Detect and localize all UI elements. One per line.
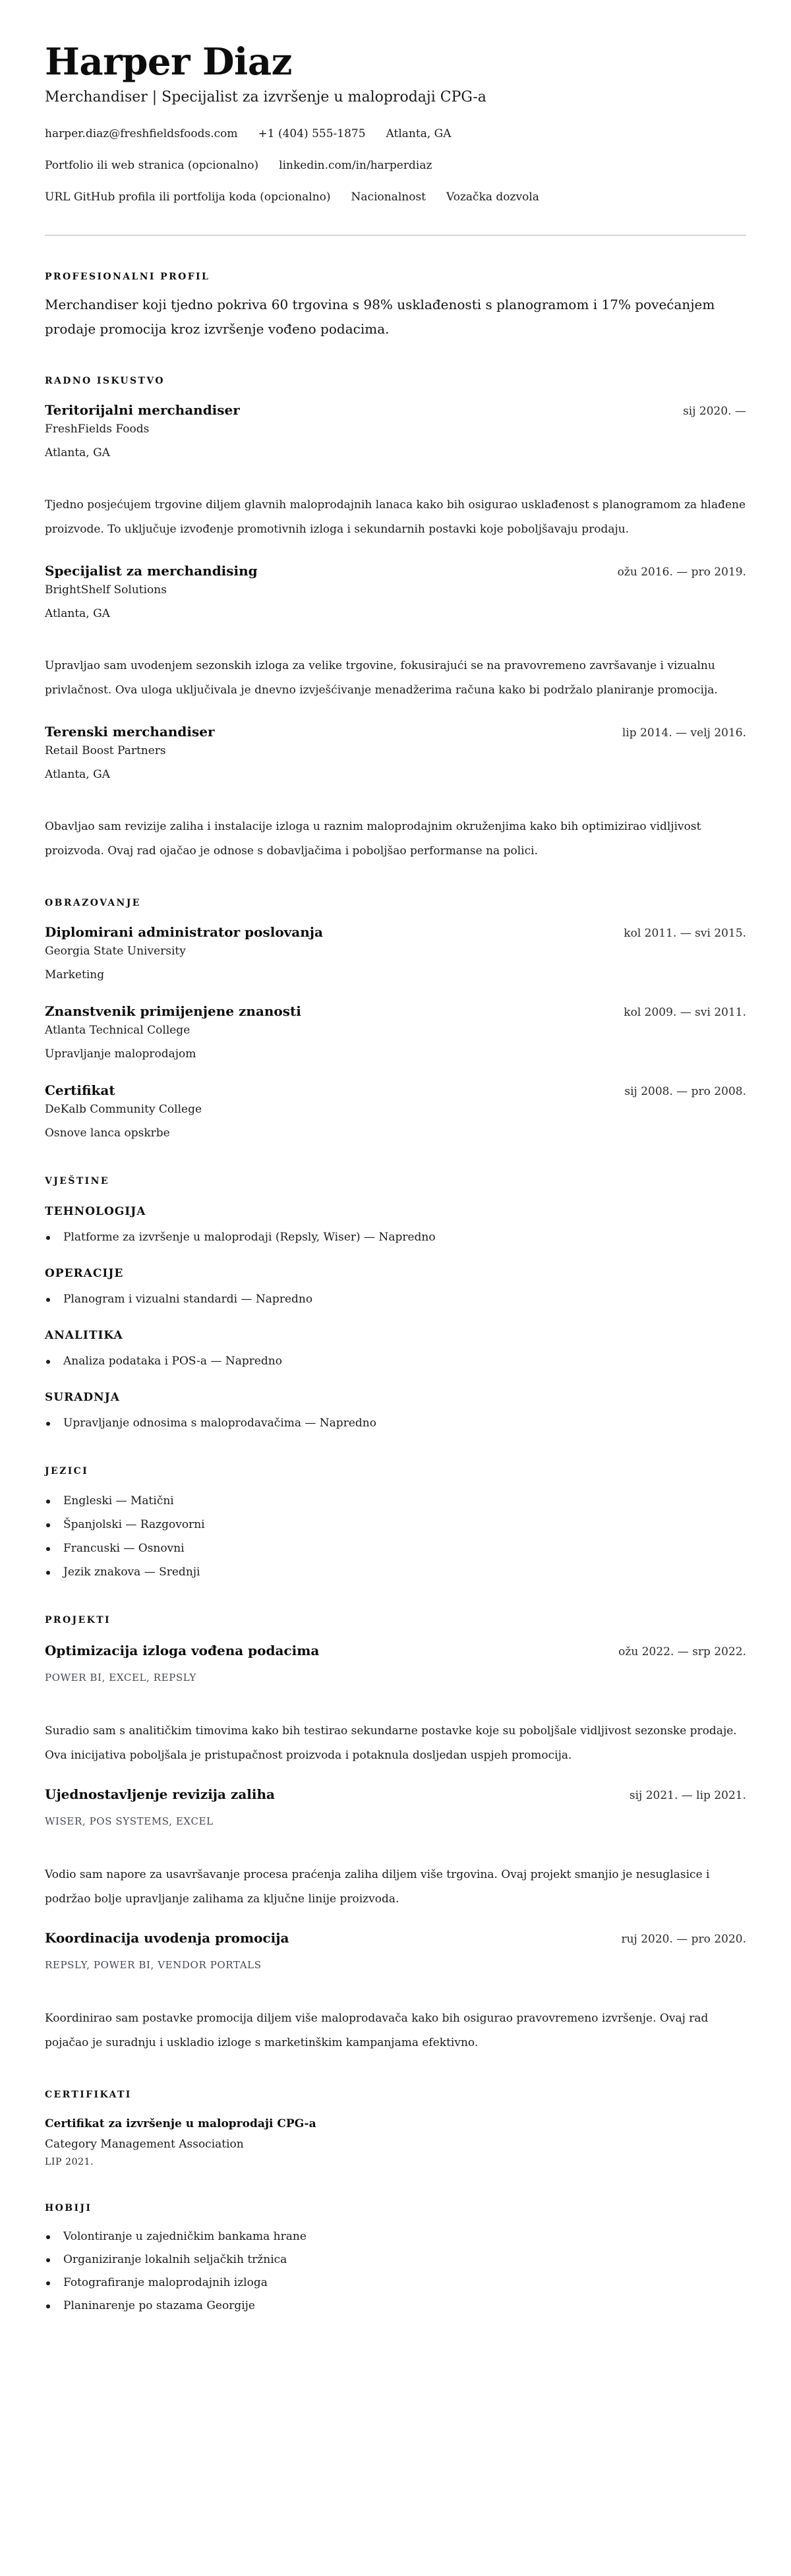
education-dates: sij 2008. — pro 2008. (624, 1085, 746, 1098)
section-title-projects: PROJEKTI (45, 1615, 111, 1625)
project-entry (45, 1929, 746, 2055)
skill-group-title: OPERACIJE (45, 1267, 124, 1280)
project-dates: ožu 2022. — srp 2022. (618, 1645, 746, 1658)
education-section (45, 896, 746, 1142)
job-dates: ožu 2016. — pro 2019. (617, 566, 746, 579)
section-title-certifications: CERTIFIKATI (45, 2090, 132, 2100)
experience-entry (45, 401, 746, 542)
email-link[interactable]: harper.diaz@freshfieldsfoods.com (45, 127, 238, 140)
summary-section (45, 270, 746, 341)
portfolio-link[interactable]: Portfolio ili web stranica (opcionalno) (45, 159, 259, 172)
job-description: Tjedno posjećujem trgovine diljem glavnih maloprodajnih lanaca kako bih osigurao usklađenost s planogramom za hlađene proizvode. To uključuje izvođenje promotivnih izloga i sekundarnih postavki koje poboljšavaju prodaju. (45, 498, 746, 536)
skill-group-title: ANALITIKA (45, 1329, 123, 1342)
education-entry (45, 1002, 746, 1063)
field-of-study: Marketing (45, 968, 105, 981)
certification-date: LIP 2021. (45, 2157, 94, 2167)
certifications-section (45, 2088, 746, 2169)
skill-group-technology (45, 1204, 746, 1246)
section-title-hobbies: HOBIJI (45, 2203, 92, 2213)
job-description: Upravljao sam uvodenjem sezonskih izloga za velike trgovine, fokusirajući se na pravovremeno završavanje i vizualnu privlačnost. Ova uloga uključivala je dnevno izvješćivanje menadžerima računa kako bi podržalo planiranje promocija. (45, 659, 718, 697)
education-entry (45, 1081, 746, 1142)
skill-group-operations (45, 1266, 746, 1308)
skill-group-title: SURADNJA (45, 1391, 120, 1404)
skill-group-analytics (45, 1328, 746, 1370)
company-name: BrightShelf Solutions (45, 583, 167, 597)
school-name: DeKalb Community College (45, 1103, 202, 1116)
section-title-summary: PROFESIONALNI PROFIL (45, 272, 210, 282)
project-tags: REPSLY, POWER BI, VENDOR PORTALS (45, 1959, 262, 1971)
school-name: Atlanta Technical College (45, 1024, 190, 1037)
github-link[interactable]: URL GitHub profila ili portfolija koda (opcionalno) (45, 190, 331, 204)
job-location: Atlanta, GA (45, 768, 110, 781)
experience-entry (45, 722, 746, 864)
project-name: Ujednostavljenje revizija zaliha (45, 1786, 275, 1802)
project-dates: sij 2021. — lip 2021. (629, 1789, 746, 1802)
certification-entry (45, 2116, 746, 2169)
education-entry (45, 923, 746, 983)
skill-item: Platforme za izvršenje u maloprodaji (Repsly, Wiser) — Napredno (45, 1229, 746, 1246)
job-description: Obavljao sam revizije zaliha i instalacije izloga u raznim maloprodajnim okruženjima kako bih optimizirao vidljivost proizvoda. Ovaj rad ojačao je odnose s dobavljačima i poboljšao performanse na polici. (45, 820, 701, 858)
job-title: Terenski merchandiser (45, 724, 215, 740)
project-entry (45, 1785, 746, 1912)
contact-line-2 (45, 157, 746, 174)
linkedin-link[interactable]: linkedin.com/in/harperdiaz (279, 159, 432, 172)
hobby-item: Organiziranje lokalnih seljačkih tržnica (45, 2251, 746, 2268)
section-title-education: OBRAZOVANJE (45, 898, 141, 908)
section-title-languages: JEZICI (45, 1466, 89, 1477)
degree-title: Certifikat (45, 1082, 115, 1098)
degree-title: Znanstvenik primijenjene znanosti (45, 1003, 301, 1019)
skill-item: Planogram i vizualni standardi — Napredno (45, 1291, 746, 1308)
contact-line-1 (45, 125, 746, 142)
job-title: Specijalist za merchandising (45, 563, 258, 579)
experience-section (45, 374, 746, 864)
skill-group-title: TEHNOLOGIJA (45, 1205, 146, 1218)
candidate-name: Harper Diaz (45, 40, 292, 84)
section-title-skills: VJEŠTINE (45, 1176, 109, 1186)
job-location: Atlanta, GA (45, 607, 110, 620)
hobbies-section (45, 2202, 746, 2314)
degree-title: Diplomirani administrator poslovanja (45, 924, 323, 940)
company-name: Retail Boost Partners (45, 744, 166, 757)
experience-entry (45, 562, 746, 703)
project-dates: ruj 2020. — pro 2020. (621, 1933, 746, 1946)
project-name: Koordinacija uvodenja promocija (45, 1930, 289, 1946)
candidate-headline: Merchandiser | Specijalist za izvršenje u maloprodaji CPG-a (45, 89, 486, 105)
languages-section (45, 1465, 746, 1581)
school-name: Georgia State University (45, 945, 186, 958)
project-entry (45, 1641, 746, 1768)
section-title-experience: RADNO ISKUSTVO (45, 376, 165, 386)
drivers-license: Vozačka dozvola (446, 190, 539, 204)
skill-item: Upravljanje odnosima s maloprodavačima — Napredno (45, 1415, 746, 1432)
certification-issuer: Category Management Association (45, 2138, 244, 2151)
project-description: Suradio sam s analitičkim timovima kako bih testirao sekundarne postavke koje su poboljšale vidljivost sezonske prodaje. Ova inicijativa poboljšala je pristupačnost proizvoda i potaknula dosljedan uspjeh promocija. (45, 1724, 737, 1762)
job-dates: sij 2020. — (683, 405, 746, 418)
job-title: Teritorijalni merchandiser (45, 402, 240, 418)
language-item: Engleski — Matični (45, 1492, 746, 1509)
language-item: Francuski — Osnovni (45, 1540, 746, 1557)
phone-number[interactable]: +1 (404) 555-1875 (258, 127, 366, 140)
field-of-study: Upravljanje maloprodajom (45, 1047, 196, 1061)
projects-section (45, 1614, 746, 2055)
company-name: FreshFields Foods (45, 423, 150, 436)
project-tags: POWER BI, EXCEL, REPSLY (45, 1672, 196, 1683)
education-dates: kol 2009. — svi 2011. (624, 1006, 746, 1019)
project-tags: WISER, POS SYSTEMS, EXCEL (45, 1815, 214, 1827)
hobby-item: Fotografiranje maloprodajnih izloga (45, 2274, 746, 2291)
language-item: Španjolski — Razgovorni (45, 1516, 746, 1533)
resume-header (45, 38, 746, 206)
project-description: Vodio sam napore za usavršavanje procesa praćenja zaliha diljem više trgovina. Ovaj projekt smanjio je nesuglasice i podržao bolje upravljanje zalihama za ključne linije proizvoda. (45, 1868, 710, 1906)
hobby-item: Volontiranje u zajedničkim bankama hrane (45, 2228, 746, 2245)
language-item: Jezik znakova — Srednji (45, 1564, 746, 1581)
nationality: Nacionalnost (351, 190, 426, 204)
project-description: Koordinirao sam postavke promocija diljem više maloprodavača kako bih osigurao pravovremeno izvršenje. Ovaj rad pojačao je suradnju i uskladio izloge s marketinškim kampanjama efektivno. (45, 2012, 709, 2049)
summary-text: Merchandiser koji tjedno pokriva 60 trgovina s 98% usklađenosti s planogramom i 17% povećanjem prodaje promocija kroz izvršenje vođeno podacima. (45, 297, 715, 337)
skill-item: Analiza podataka i POS-a — Napredno (45, 1353, 746, 1370)
location: Atlanta, GA (386, 127, 452, 140)
field-of-study: Osnove lanca opskrbe (45, 1127, 170, 1140)
hobby-item: Planinarenje po stazama Georgije (45, 2297, 746, 2314)
skill-group-collaboration (45, 1390, 746, 1432)
skills-section (45, 1175, 746, 1432)
certification-name: Certifikat za izvršenje u maloprodaji CPG-a (45, 2117, 316, 2130)
project-name: Optimizacija izloga vođena podacima (45, 1643, 320, 1658)
job-location: Atlanta, GA (45, 446, 110, 459)
contact-line-3 (45, 189, 746, 206)
job-dates: lip 2014. — velj 2016. (622, 726, 746, 740)
header-divider (45, 235, 746, 236)
education-dates: kol 2011. — svi 2015. (624, 927, 746, 940)
